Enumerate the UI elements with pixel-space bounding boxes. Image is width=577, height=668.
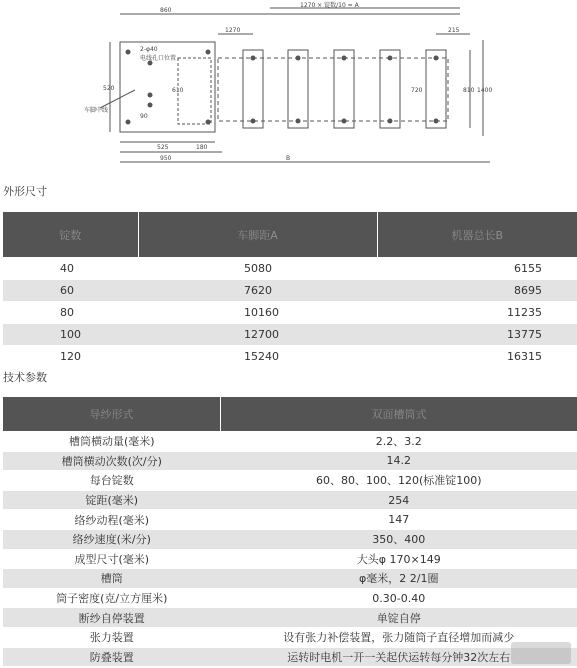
dim-180: 180 [196, 144, 208, 151]
spec-value: 0.30-0.40 [221, 588, 577, 608]
header-drum-type: 双面槽筒式 [221, 397, 577, 432]
table-row [3, 608, 577, 628]
dim-top-span: 1270 × 锭数/10 = A [300, 2, 359, 9]
spec-key: 锭距(毫米) [3, 490, 221, 510]
spec-value: 254 [221, 490, 577, 510]
spindle-unit [426, 50, 446, 128]
table-row [3, 302, 577, 324]
dim-520: 520 [103, 85, 115, 92]
table-row [3, 510, 577, 530]
specs-header-row [3, 397, 577, 432]
spec-value: 350、400 [221, 529, 577, 549]
cell-distance-a: 10160 [138, 302, 377, 324]
note-cable: 电线孔口位置 [140, 55, 177, 62]
dim-950: 950 [160, 155, 172, 162]
drawing-svg [0, 0, 577, 170]
dim-b: B [286, 155, 291, 162]
cell-distance-a: 7620 [138, 280, 377, 302]
dim-610: 610 [172, 87, 184, 94]
table-row [3, 451, 577, 471]
table-row [3, 432, 577, 452]
spec-value: φ毫米，2 2/1圈 [221, 569, 577, 589]
table-row [3, 324, 577, 346]
cell-distance-a: 12700 [138, 324, 377, 346]
spec-value: 14.2 [221, 451, 577, 471]
spec-value: 2.2、3.2 [221, 432, 577, 452]
spec-value: 设有张力补偿装置，张力随筒子直径增加而减少 [221, 627, 577, 647]
table-row [3, 588, 577, 608]
cell-spindles: 120 [3, 346, 138, 368]
note-hole: 2-φ40 [140, 46, 158, 53]
table-row [3, 490, 577, 510]
dim-810: 810 [463, 87, 475, 94]
spindle-unit [380, 50, 400, 128]
spec-key: 防叠装置 [3, 647, 221, 666]
spec-value: 大头φ 170×149 [221, 549, 577, 569]
dim-860: 860 [160, 7, 172, 14]
cell-spindles: 40 [3, 258, 138, 280]
header-length-b: 机器总长B [377, 212, 577, 258]
dim-90: 90 [140, 113, 148, 120]
section-title-dimensions: 外形尺寸 [3, 185, 47, 198]
table-row [3, 569, 577, 589]
table-row [3, 647, 577, 666]
spec-value: 运转时电机一开一关起伏运转每分钟32次左右 [221, 647, 577, 666]
table-row [3, 346, 577, 368]
spindle-unit [288, 50, 308, 128]
cell-spindles: 80 [3, 302, 138, 324]
spindle-unit [334, 50, 354, 128]
table-row [3, 280, 577, 302]
dim-720: 720 [411, 87, 423, 94]
dim-215: 215 [448, 27, 460, 34]
spindle-unit [243, 50, 263, 128]
table-row [3, 627, 577, 647]
dimensions-header-row [3, 212, 577, 258]
header-distance-a: 车脚距A [138, 212, 377, 258]
dim-525: 525 [157, 144, 169, 151]
cell-spindles: 100 [3, 324, 138, 346]
spec-key: 断纱自停装置 [3, 608, 221, 628]
table-row [3, 258, 577, 280]
dim-1400: 1400 [477, 87, 493, 94]
cell-length-b: 13775 [377, 324, 577, 346]
watermark [511, 642, 571, 664]
spec-value: 单锭自停 [221, 608, 577, 628]
dimensions-table [3, 212, 577, 367]
technical-drawing [0, 0, 577, 170]
spec-key: 槽筒横动量(毫米) [3, 432, 221, 452]
header-spindles: 锭数 [3, 212, 138, 258]
cell-distance-a: 5080 [138, 258, 377, 280]
cell-length-b: 6155 [377, 258, 577, 280]
section-title-specs: 技术参数 [3, 371, 47, 384]
cell-length-b: 11235 [377, 302, 577, 324]
spec-key: 络纱速度(米/分) [3, 529, 221, 549]
spec-key: 槽筒 [3, 569, 221, 589]
table-row [3, 549, 577, 569]
dim-1270: 1270 [225, 27, 241, 34]
spec-key: 每台锭数 [3, 471, 221, 491]
spec-key: 成型尺寸(毫米) [3, 549, 221, 569]
spec-key: 槽筒横动次数(次/分) [3, 451, 221, 471]
cell-spindles: 60 [3, 280, 138, 302]
cell-distance-a: 15240 [138, 346, 377, 368]
cell-length-b: 8695 [377, 280, 577, 302]
table-row [3, 471, 577, 491]
header-guide-type: 导纱形式 [3, 397, 221, 432]
specs-table [3, 397, 577, 666]
note-side: 车脚中线 [84, 107, 109, 114]
spec-key: 筒子密度(克/立方厘米) [3, 588, 221, 608]
table-row [3, 529, 577, 549]
spec-key: 络纱动程(毫米) [3, 510, 221, 530]
spec-value: 60、80、100、120(标准锭100) [221, 471, 577, 491]
cell-length-b: 16315 [377, 346, 577, 368]
spec-value: 147 [221, 510, 577, 530]
spec-key: 张力装置 [3, 627, 221, 647]
